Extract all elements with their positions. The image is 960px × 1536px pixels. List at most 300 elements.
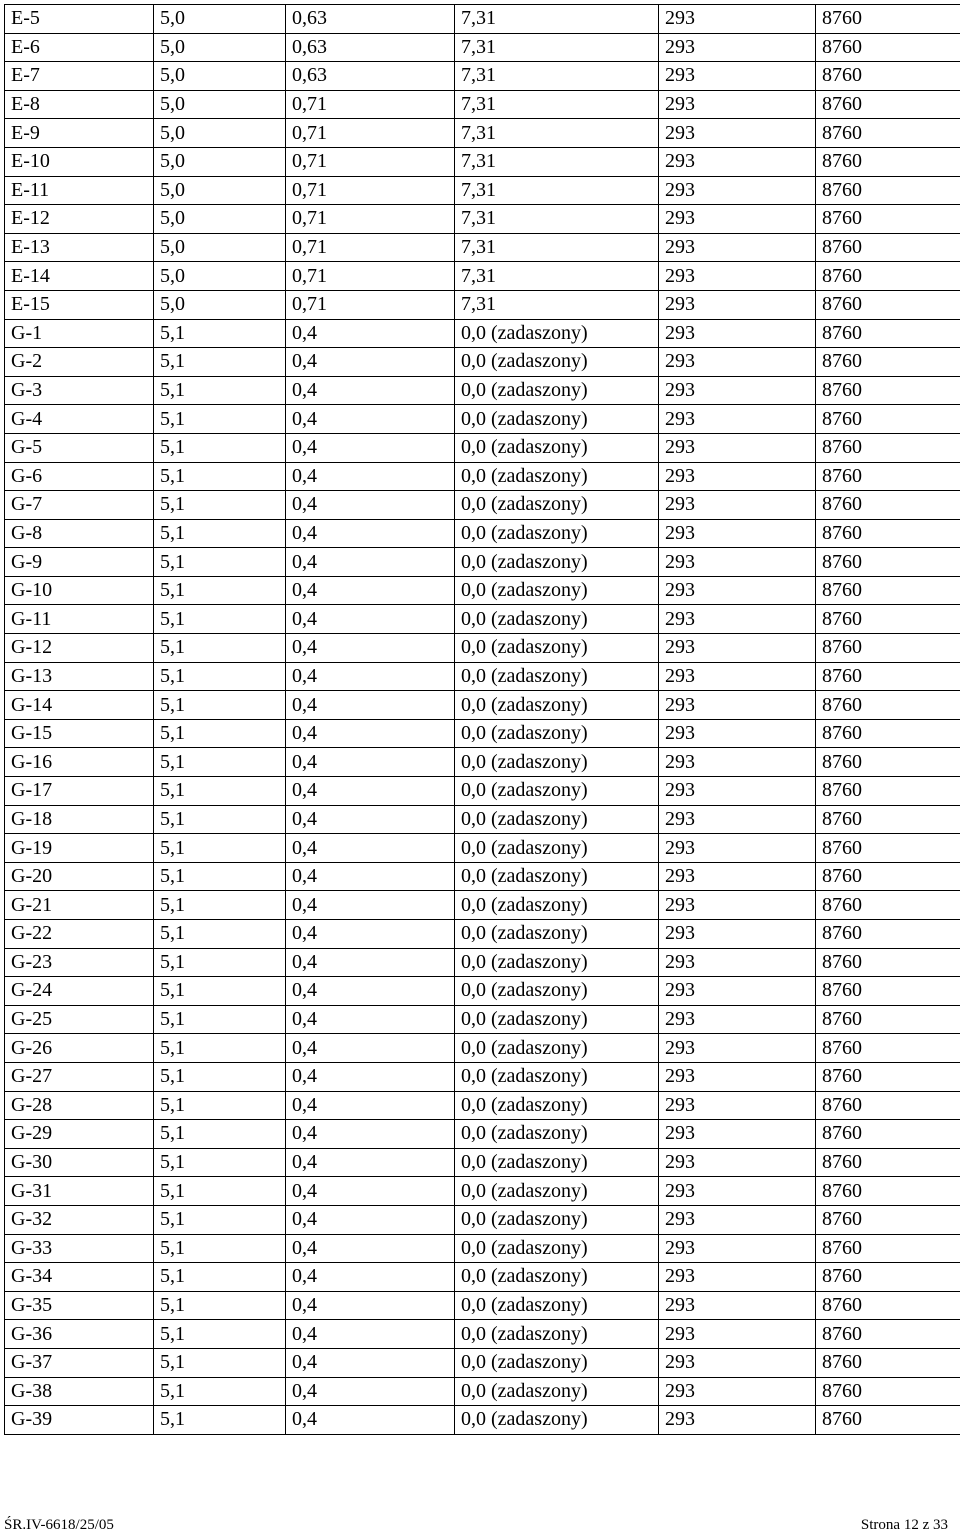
table-row — [5, 1034, 960, 1063]
table-cell-velocity: 0,0 (zadaszony) — [455, 1091, 659, 1120]
table-cell-diameter: 0,4 — [286, 1406, 455, 1435]
table-cell-velocity: 0,0 (zadaszony) — [455, 1263, 659, 1292]
table-cell-source-id: G-19 — [5, 834, 154, 863]
table-cell-velocity: 0,0 (zadaszony) — [455, 433, 659, 462]
table-cell-temperature: 293 — [659, 519, 816, 548]
table-cell-height: 5,0 — [154, 233, 286, 262]
table-cell-source-id: G-39 — [5, 1406, 154, 1435]
table-cell-height: 5,1 — [154, 662, 286, 691]
table-cell-source-id: G-9 — [5, 548, 154, 577]
table-row — [5, 205, 960, 234]
table-cell-source-id: G-38 — [5, 1377, 154, 1406]
table-cell-height: 5,1 — [154, 491, 286, 520]
table-cell-velocity: 0,0 (zadaszony) — [455, 491, 659, 520]
table-cell-diameter: 0,4 — [286, 634, 455, 663]
table-cell-hours: 8760 — [816, 90, 960, 119]
table-cell-hours: 8760 — [816, 1348, 960, 1377]
table-cell-velocity: 0,0 (zadaszony) — [455, 719, 659, 748]
table-cell-source-id: E-12 — [5, 205, 154, 234]
table-row — [5, 1348, 960, 1377]
table-cell-diameter: 0,4 — [286, 1377, 455, 1406]
table-cell-source-id: E-15 — [5, 290, 154, 319]
table-cell-diameter: 0,63 — [286, 33, 455, 62]
table-cell-diameter: 0,4 — [286, 719, 455, 748]
table-cell-source-id: G-30 — [5, 1148, 154, 1177]
table-cell-velocity: 0,0 (zadaszony) — [455, 319, 659, 348]
table-cell-height: 5,1 — [154, 948, 286, 977]
table-cell-diameter: 0,4 — [286, 1034, 455, 1063]
table-cell-height: 5,1 — [154, 1377, 286, 1406]
table-cell-temperature: 293 — [659, 119, 816, 148]
table-cell-temperature: 293 — [659, 1263, 816, 1292]
table-cell-velocity: 0,0 (zadaszony) — [455, 1062, 659, 1091]
table-row — [5, 948, 960, 977]
table-row — [5, 33, 960, 62]
table-cell-hours: 8760 — [816, 262, 960, 291]
table-row — [5, 719, 960, 748]
table-cell-source-id: G-4 — [5, 405, 154, 434]
table-cell-source-id: G-14 — [5, 691, 154, 720]
table-cell-temperature: 293 — [659, 748, 816, 777]
table-cell-source-id: G-27 — [5, 1062, 154, 1091]
table-cell-velocity: 0,0 (zadaszony) — [455, 920, 659, 949]
table-row — [5, 777, 960, 806]
table-cell-diameter: 0,4 — [286, 920, 455, 949]
table-row — [5, 62, 960, 91]
table-cell-source-id: G-37 — [5, 1348, 154, 1377]
table-cell-height: 5,1 — [154, 348, 286, 377]
table-row — [5, 119, 960, 148]
table-cell-diameter: 0,4 — [286, 805, 455, 834]
table-cell-velocity: 7,31 — [455, 5, 659, 34]
table-cell-hours: 8760 — [816, 62, 960, 91]
table-cell-diameter: 0,4 — [286, 1234, 455, 1263]
table-cell-source-id: G-21 — [5, 891, 154, 920]
table-cell-hours: 8760 — [816, 348, 960, 377]
table-cell-height: 5,1 — [154, 605, 286, 634]
table-cell-temperature: 293 — [659, 147, 816, 176]
table-cell-height: 5,1 — [154, 1091, 286, 1120]
table-cell-hours: 8760 — [816, 1263, 960, 1292]
table-cell-height: 5,0 — [154, 62, 286, 91]
table-cell-diameter: 0,4 — [286, 691, 455, 720]
table-cell-temperature: 293 — [659, 1320, 816, 1349]
table-row — [5, 1120, 960, 1149]
table-cell-diameter: 0,71 — [286, 119, 455, 148]
table-cell-hours: 8760 — [816, 1291, 960, 1320]
table-cell-hours: 8760 — [816, 862, 960, 891]
table-row — [5, 834, 960, 863]
table-cell-height: 5,1 — [154, 1120, 286, 1149]
table-cell-hours: 8760 — [816, 290, 960, 319]
table-cell-temperature: 293 — [659, 920, 816, 949]
table-cell-temperature: 293 — [659, 262, 816, 291]
table-cell-source-id: G-22 — [5, 920, 154, 949]
table-cell-source-id: G-24 — [5, 977, 154, 1006]
table-cell-diameter: 0,71 — [286, 176, 455, 205]
table-row — [5, 920, 960, 949]
table-cell-source-id: E-13 — [5, 233, 154, 262]
table-cell-hours: 8760 — [816, 176, 960, 205]
table-cell-velocity: 0,0 (zadaszony) — [455, 605, 659, 634]
table-cell-height: 5,0 — [154, 119, 286, 148]
table-cell-hours: 8760 — [816, 1377, 960, 1406]
table-cell-hours: 8760 — [816, 920, 960, 949]
table-cell-height: 5,1 — [154, 1348, 286, 1377]
table-cell-hours: 8760 — [816, 605, 960, 634]
table-cell-hours: 8760 — [816, 5, 960, 34]
table-cell-height: 5,1 — [154, 777, 286, 806]
table-cell-temperature: 293 — [659, 233, 816, 262]
table-cell-hours: 8760 — [816, 1120, 960, 1149]
table-row — [5, 290, 960, 319]
table-cell-height: 5,1 — [154, 376, 286, 405]
table-cell-temperature: 293 — [659, 719, 816, 748]
table-cell-temperature: 293 — [659, 1177, 816, 1206]
table-cell-diameter: 0,4 — [286, 1177, 455, 1206]
table-row — [5, 634, 960, 663]
table-cell-hours: 8760 — [816, 433, 960, 462]
table-cell-source-id: E-7 — [5, 62, 154, 91]
table-cell-diameter: 0,4 — [286, 376, 455, 405]
table-cell-temperature: 293 — [659, 891, 816, 920]
table-cell-height: 5,0 — [154, 5, 286, 34]
table-cell-temperature: 293 — [659, 5, 816, 34]
table-row — [5, 605, 960, 634]
table-row — [5, 977, 960, 1006]
table-cell-velocity: 7,31 — [455, 262, 659, 291]
table-cell-diameter: 0,63 — [286, 62, 455, 91]
table-cell-height: 5,1 — [154, 1234, 286, 1263]
table-row — [5, 1062, 960, 1091]
table-row — [5, 1005, 960, 1034]
table-cell-temperature: 293 — [659, 691, 816, 720]
table-cell-height: 5,1 — [154, 548, 286, 577]
table-cell-velocity: 0,0 (zadaszony) — [455, 1291, 659, 1320]
table-row — [5, 1406, 960, 1435]
table-cell-source-id: G-23 — [5, 948, 154, 977]
table-cell-temperature: 293 — [659, 33, 816, 62]
table-cell-temperature: 293 — [659, 548, 816, 577]
table-cell-diameter: 0,4 — [286, 977, 455, 1006]
table-cell-source-id: G-7 — [5, 491, 154, 520]
table-cell-hours: 8760 — [816, 1177, 960, 1206]
table-cell-hours: 8760 — [816, 519, 960, 548]
table-cell-source-id: G-32 — [5, 1205, 154, 1234]
table-cell-velocity: 7,31 — [455, 176, 659, 205]
table-cell-diameter: 0,4 — [286, 1005, 455, 1034]
table-cell-height: 5,1 — [154, 1291, 286, 1320]
table-cell-height: 5,0 — [154, 205, 286, 234]
table-row — [5, 748, 960, 777]
table-cell-hours: 8760 — [816, 205, 960, 234]
table-cell-velocity: 7,31 — [455, 33, 659, 62]
table-cell-velocity: 7,31 — [455, 205, 659, 234]
table-cell-hours: 8760 — [816, 777, 960, 806]
table-cell-source-id: G-29 — [5, 1120, 154, 1149]
table-cell-height: 5,1 — [154, 433, 286, 462]
table-cell-velocity: 0,0 (zadaszony) — [455, 1205, 659, 1234]
table-cell-velocity: 0,0 (zadaszony) — [455, 1120, 659, 1149]
table-cell-temperature: 293 — [659, 662, 816, 691]
table-cell-diameter: 0,4 — [286, 777, 455, 806]
table-cell-velocity: 0,0 (zadaszony) — [455, 405, 659, 434]
table-cell-hours: 8760 — [816, 1320, 960, 1349]
table-cell-source-id: G-8 — [5, 519, 154, 548]
table-cell-hours: 8760 — [816, 119, 960, 148]
table-cell-hours: 8760 — [816, 891, 960, 920]
table-cell-hours: 8760 — [816, 1062, 960, 1091]
table-cell-source-id: G-6 — [5, 462, 154, 491]
table-cell-velocity: 0,0 (zadaszony) — [455, 1234, 659, 1263]
table-cell-source-id: G-3 — [5, 376, 154, 405]
table-cell-temperature: 293 — [659, 1205, 816, 1234]
table-cell-height: 5,1 — [154, 1005, 286, 1034]
table-cell-hours: 8760 — [816, 719, 960, 748]
table-cell-source-id: E-5 — [5, 5, 154, 34]
table-cell-source-id: G-36 — [5, 1320, 154, 1349]
table-cell-velocity: 0,0 (zadaszony) — [455, 1034, 659, 1063]
table-cell-temperature: 293 — [659, 176, 816, 205]
table-cell-diameter: 0,4 — [286, 1320, 455, 1349]
table-cell-temperature: 293 — [659, 1348, 816, 1377]
table-cell-height: 5,0 — [154, 262, 286, 291]
table-cell-velocity: 0,0 (zadaszony) — [455, 348, 659, 377]
table-row — [5, 176, 960, 205]
table-cell-height: 5,1 — [154, 1406, 286, 1435]
table-cell-height: 5,1 — [154, 319, 286, 348]
table-cell-source-id: G-31 — [5, 1177, 154, 1206]
table-cell-hours: 8760 — [816, 1005, 960, 1034]
table-row — [5, 462, 960, 491]
table-cell-velocity: 0,0 (zadaszony) — [455, 376, 659, 405]
table-cell-height: 5,1 — [154, 1263, 286, 1292]
table-cell-hours: 8760 — [816, 748, 960, 777]
table-cell-temperature: 293 — [659, 1091, 816, 1120]
table-cell-source-id: G-17 — [5, 777, 154, 806]
table-row — [5, 1177, 960, 1206]
table-cell-height: 5,1 — [154, 462, 286, 491]
table-cell-hours: 8760 — [816, 548, 960, 577]
table-cell-hours: 8760 — [816, 1406, 960, 1435]
table-cell-source-id: E-11 — [5, 176, 154, 205]
table-cell-diameter: 0,4 — [286, 319, 455, 348]
table-cell-diameter: 0,4 — [286, 1348, 455, 1377]
table-cell-height: 5,1 — [154, 862, 286, 891]
table-cell-velocity: 0,0 (zadaszony) — [455, 777, 659, 806]
table-body — [5, 5, 960, 1435]
table-cell-source-id: G-34 — [5, 1263, 154, 1292]
table-cell-height: 5,1 — [154, 891, 286, 920]
table-cell-diameter: 0,4 — [286, 519, 455, 548]
table-cell-temperature: 293 — [659, 805, 816, 834]
table-cell-hours: 8760 — [816, 233, 960, 262]
table-cell-hours: 8760 — [816, 405, 960, 434]
table-row — [5, 891, 960, 920]
table-cell-source-id: G-25 — [5, 1005, 154, 1034]
table-cell-velocity: 0,0 (zadaszony) — [455, 462, 659, 491]
table-cell-diameter: 0,71 — [286, 205, 455, 234]
table-cell-temperature: 293 — [659, 376, 816, 405]
table-row — [5, 5, 960, 34]
table-cell-height: 5,1 — [154, 1148, 286, 1177]
table-cell-diameter: 0,4 — [286, 1263, 455, 1292]
table-cell-hours: 8760 — [816, 691, 960, 720]
table-cell-height: 5,1 — [154, 691, 286, 720]
table-cell-diameter: 0,4 — [286, 462, 455, 491]
table-cell-temperature: 293 — [659, 290, 816, 319]
table-cell-velocity: 0,0 (zadaszony) — [455, 805, 659, 834]
table-row — [5, 548, 960, 577]
table-cell-source-id: G-16 — [5, 748, 154, 777]
table-row — [5, 1148, 960, 1177]
table-cell-height: 5,1 — [154, 977, 286, 1006]
table-cell-source-id: G-1 — [5, 319, 154, 348]
table-cell-hours: 8760 — [816, 33, 960, 62]
table-cell-height: 5,1 — [154, 1177, 286, 1206]
table-cell-velocity: 0,0 (zadaszony) — [455, 748, 659, 777]
table-cell-source-id: G-35 — [5, 1291, 154, 1320]
table-cell-source-id: G-28 — [5, 1091, 154, 1120]
table-cell-temperature: 293 — [659, 1120, 816, 1149]
table-cell-source-id: G-18 — [5, 805, 154, 834]
table-cell-height: 5,1 — [154, 719, 286, 748]
table-cell-hours: 8760 — [816, 376, 960, 405]
table-cell-source-id: E-6 — [5, 33, 154, 62]
table-cell-hours: 8760 — [816, 977, 960, 1006]
table-cell-height: 5,1 — [154, 519, 286, 548]
table-cell-velocity: 0,0 (zadaszony) — [455, 1348, 659, 1377]
table-cell-hours: 8760 — [816, 948, 960, 977]
table-cell-height: 5,1 — [154, 748, 286, 777]
table-cell-temperature: 293 — [659, 205, 816, 234]
table-cell-source-id: G-5 — [5, 433, 154, 462]
table-cell-diameter: 0,4 — [286, 1062, 455, 1091]
document-reference: ŚR.IV-6618/25/05 — [4, 1517, 114, 1533]
table-cell-hours: 8760 — [816, 1091, 960, 1120]
table-cell-source-id: G-11 — [5, 605, 154, 634]
table-cell-velocity: 7,31 — [455, 119, 659, 148]
table-cell-temperature: 293 — [659, 62, 816, 91]
table-cell-source-id: G-26 — [5, 1034, 154, 1063]
table-cell-diameter: 0,4 — [286, 491, 455, 520]
table-cell-height: 5,1 — [154, 634, 286, 663]
table-cell-temperature: 293 — [659, 977, 816, 1006]
table-cell-source-id: G-10 — [5, 576, 154, 605]
table-cell-source-id: G-33 — [5, 1234, 154, 1263]
table-cell-hours: 8760 — [816, 319, 960, 348]
table-cell-velocity: 0,0 (zadaszony) — [455, 1177, 659, 1206]
table-cell-diameter: 0,4 — [286, 576, 455, 605]
table-cell-height: 5,1 — [154, 1062, 286, 1091]
table-row — [5, 262, 960, 291]
table-cell-velocity: 0,0 (zadaszony) — [455, 1005, 659, 1034]
table-row — [5, 1263, 960, 1292]
table-cell-source-id: E-14 — [5, 262, 154, 291]
table-cell-velocity: 0,0 (zadaszony) — [455, 548, 659, 577]
table-cell-temperature: 293 — [659, 605, 816, 634]
table-cell-velocity: 0,0 (zadaszony) — [455, 1377, 659, 1406]
table-cell-velocity: 0,0 (zadaszony) — [455, 834, 659, 863]
table-cell-height: 5,1 — [154, 834, 286, 863]
table-cell-temperature: 293 — [659, 1062, 816, 1091]
table-cell-height: 5,1 — [154, 405, 286, 434]
table-cell-velocity: 0,0 (zadaszony) — [455, 1148, 659, 1177]
table-cell-source-id: G-2 — [5, 348, 154, 377]
table-row — [5, 147, 960, 176]
table-row — [5, 491, 960, 520]
table-cell-height: 5,0 — [154, 176, 286, 205]
table-cell-hours: 8760 — [816, 147, 960, 176]
table-cell-velocity: 0,0 (zadaszony) — [455, 891, 659, 920]
table-cell-diameter: 0,4 — [286, 1291, 455, 1320]
table-cell-velocity: 7,31 — [455, 233, 659, 262]
table-row — [5, 348, 960, 377]
table-cell-diameter: 0,71 — [286, 262, 455, 291]
table-cell-diameter: 0,4 — [286, 948, 455, 977]
table-cell-velocity: 0,0 (zadaszony) — [455, 977, 659, 1006]
table-cell-velocity: 0,0 (zadaszony) — [455, 948, 659, 977]
table-cell-diameter: 0,4 — [286, 834, 455, 863]
table-cell-diameter: 0,4 — [286, 348, 455, 377]
table-cell-height: 5,1 — [154, 576, 286, 605]
table-row — [5, 376, 960, 405]
table-cell-velocity: 0,0 (zadaszony) — [455, 634, 659, 663]
table-cell-velocity: 0,0 (zadaszony) — [455, 1406, 659, 1435]
table-cell-hours: 8760 — [816, 1205, 960, 1234]
table-row — [5, 1205, 960, 1234]
table-cell-velocity: 0,0 (zadaszony) — [455, 576, 659, 605]
table-cell-source-id: E-9 — [5, 119, 154, 148]
table-cell-temperature: 293 — [659, 576, 816, 605]
table-cell-source-id: G-12 — [5, 634, 154, 663]
table-cell-hours: 8760 — [816, 491, 960, 520]
table-cell-diameter: 0,63 — [286, 5, 455, 34]
table-row — [5, 405, 960, 434]
table-cell-hours: 8760 — [816, 1034, 960, 1063]
table-row — [5, 691, 960, 720]
table-cell-temperature: 293 — [659, 1291, 816, 1320]
table-cell-source-id: G-13 — [5, 662, 154, 691]
table-cell-diameter: 0,71 — [286, 233, 455, 262]
table-cell-source-id: E-8 — [5, 90, 154, 119]
table-cell-temperature: 293 — [659, 433, 816, 462]
table-cell-diameter: 0,4 — [286, 405, 455, 434]
table-cell-diameter: 0,71 — [286, 90, 455, 119]
table-cell-height: 5,1 — [154, 805, 286, 834]
table-cell-source-id: G-15 — [5, 719, 154, 748]
table-cell-temperature: 293 — [659, 348, 816, 377]
table-cell-diameter: 0,4 — [286, 662, 455, 691]
table-cell-diameter: 0,4 — [286, 862, 455, 891]
table-row — [5, 233, 960, 262]
table-cell-temperature: 293 — [659, 1005, 816, 1034]
table-cell-temperature: 293 — [659, 405, 816, 434]
table-cell-velocity: 0,0 (zadaszony) — [455, 862, 659, 891]
table-cell-hours: 8760 — [816, 576, 960, 605]
table-cell-hours: 8760 — [816, 1148, 960, 1177]
table-cell-hours: 8760 — [816, 805, 960, 834]
table-cell-diameter: 0,4 — [286, 1120, 455, 1149]
table-cell-temperature: 293 — [659, 834, 816, 863]
table-cell-diameter: 0,4 — [286, 1091, 455, 1120]
table-cell-diameter: 0,71 — [286, 147, 455, 176]
table-cell-temperature: 293 — [659, 491, 816, 520]
table-cell-height: 5,1 — [154, 1320, 286, 1349]
table-cell-hours: 8760 — [816, 662, 960, 691]
table-cell-hours: 8760 — [816, 834, 960, 863]
table-row — [5, 1320, 960, 1349]
